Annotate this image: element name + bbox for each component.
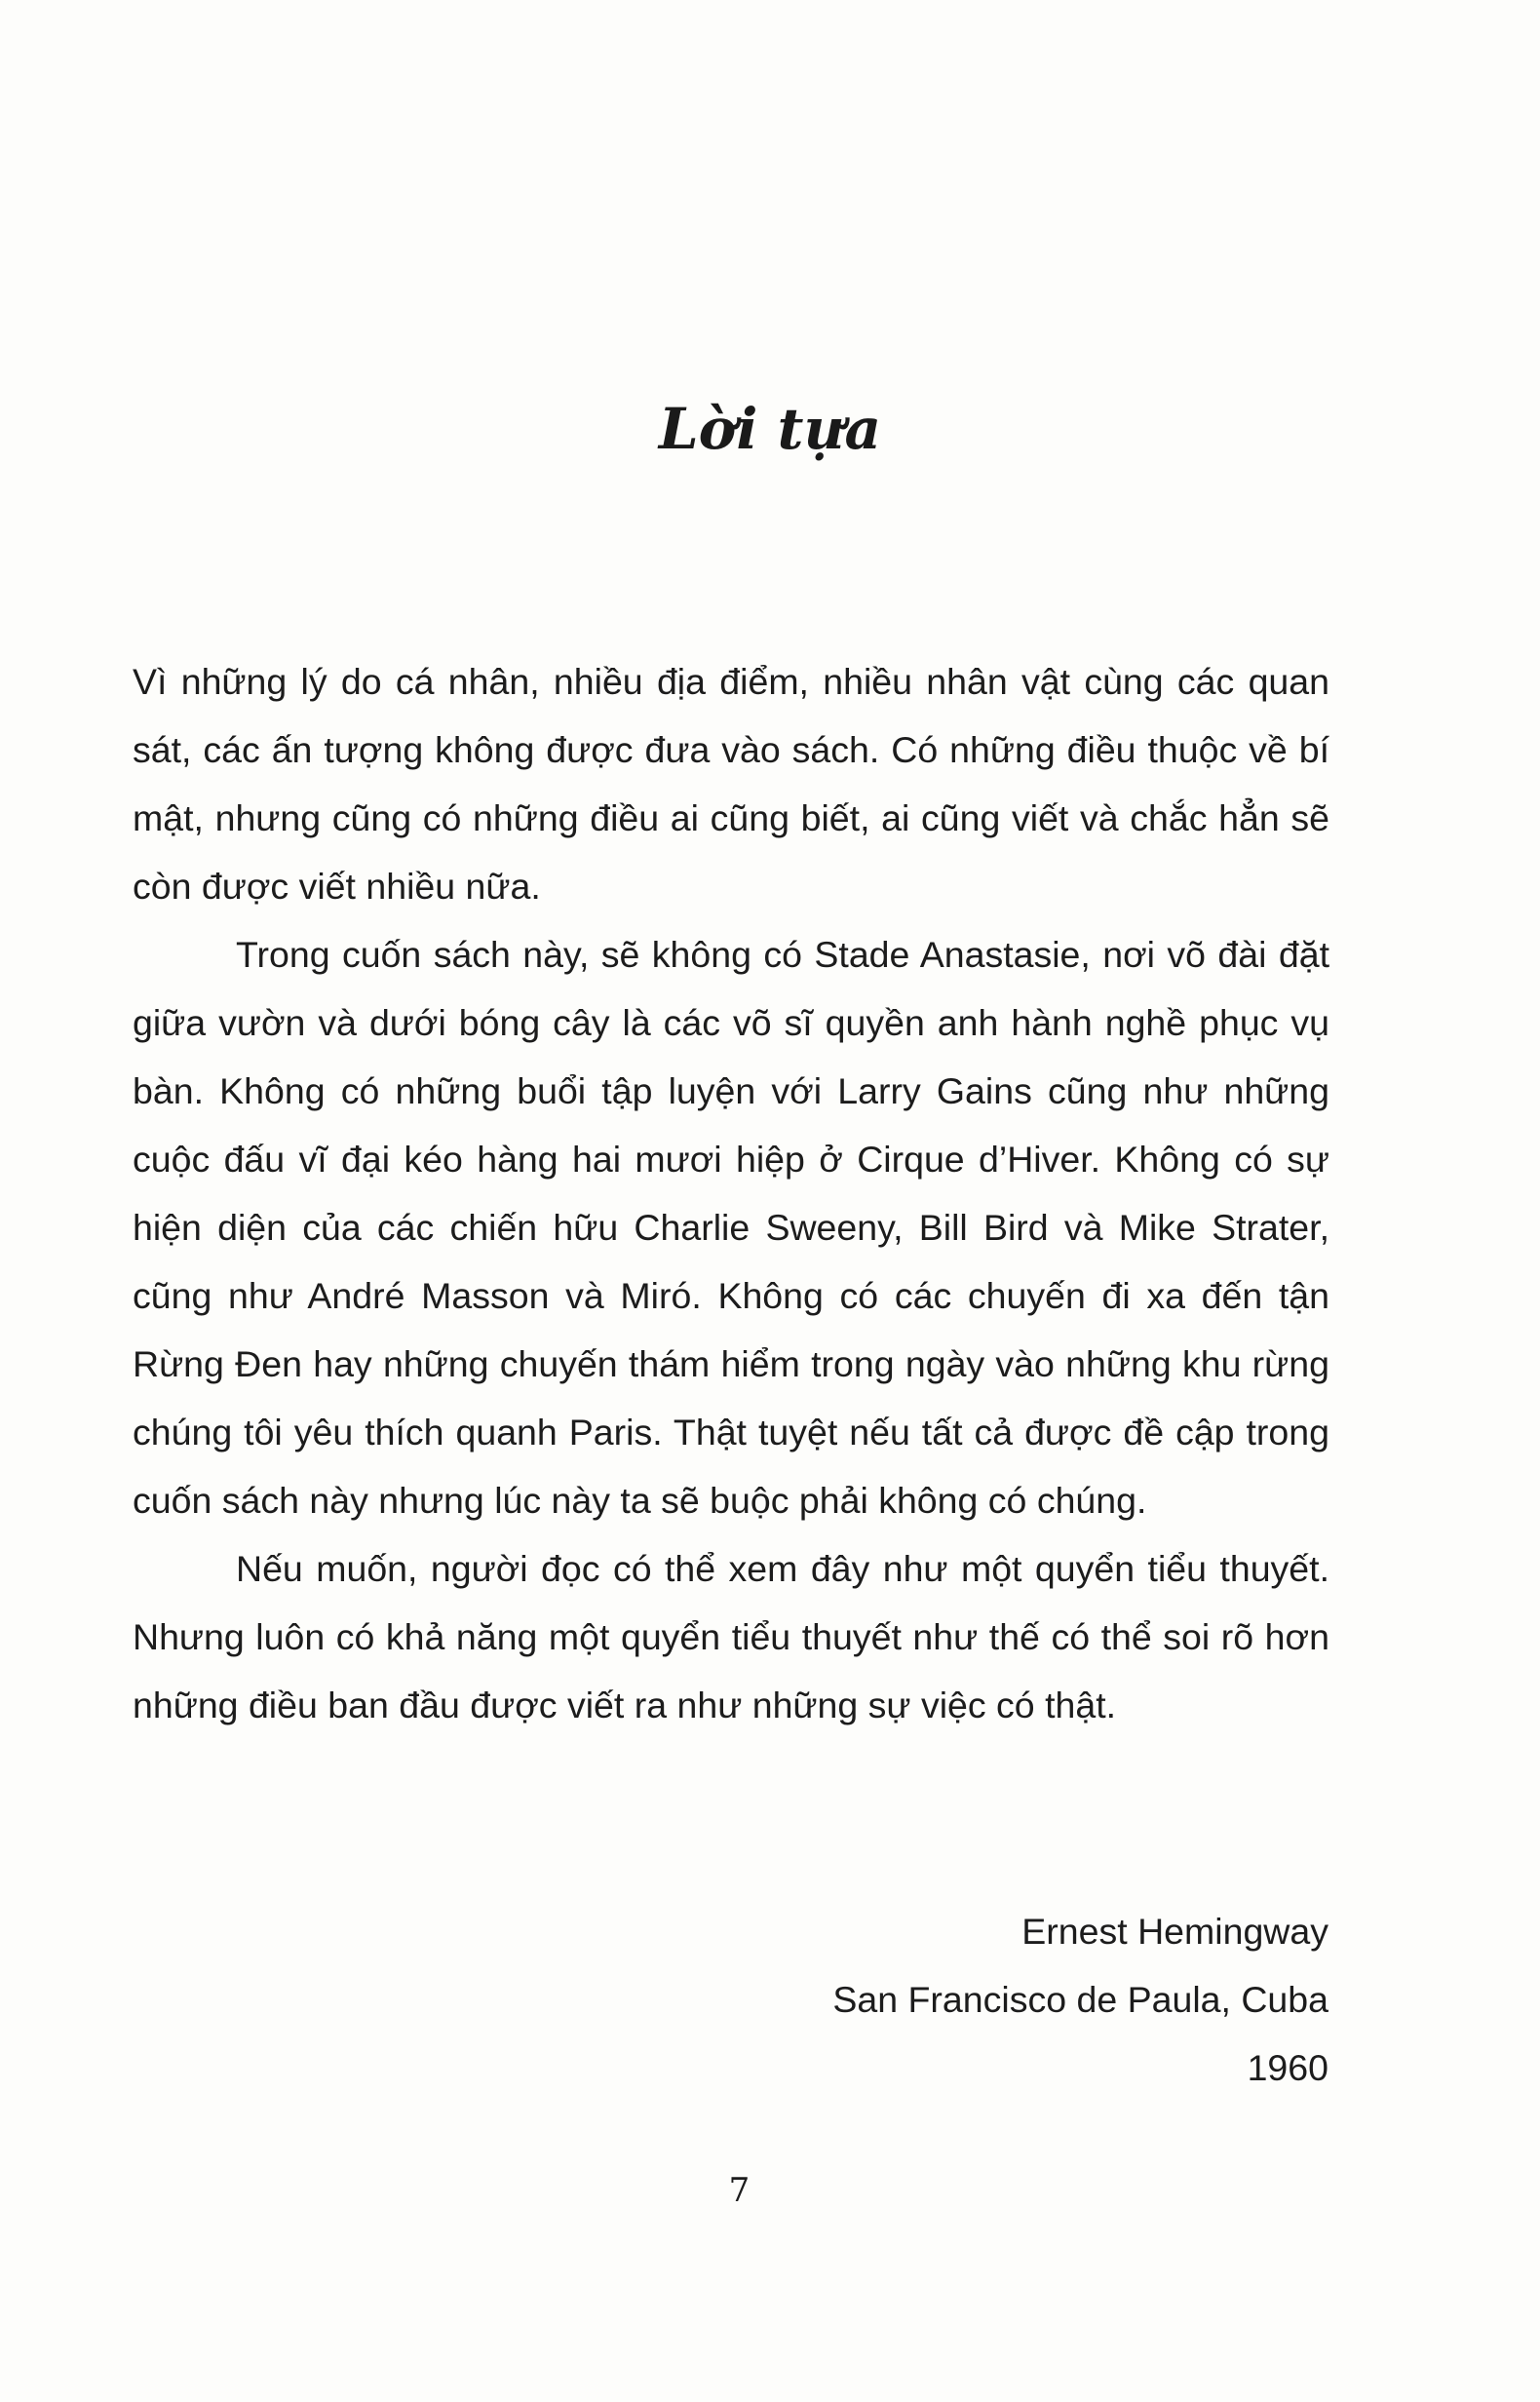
signature-place: San Francisco de Paula, Cuba (832, 1979, 1328, 2020)
paragraph-2: Trong cuốn sách này, sẽ không có Stade Anastasie, nơi võ đài đặt giữa vườn và dưới bóng cây là các võ sĩ quyền anh hành nghề phục vụ bàn. Không có những buổi tập luyện với Larry Gains cũng như những cuộc đấu vĩ đại kéo hàng hai mươi hiệp ở Cirque d’Hiver. Không có sự hiện diện của các chiến hữu Charlie Sweeny, Bill Bird và Mike Strater, cũng như André Masson và Miró. Không có các chuyến đi xa đến tận Rừng Đen hay những chuyến thám hiểm trong ngày vào những khu rừng chúng tôi yêu thích quanh Paris. Thật tuyệt nếu tất cả được đề cập trong cuốn sách này nhưng lúc này ta sẽ buộc phải không có chúng. (133, 934, 1329, 1521)
chapter-title: Lời tựa (658, 396, 882, 462)
signature-year: 1960 (1247, 2047, 1328, 2088)
signature-author: Ernest Hemingway (1021, 1911, 1328, 1952)
preface-body (133, 647, 1329, 1739)
signature-block (832, 1897, 1328, 2102)
paragraph-3: Nếu muốn, người đọc có thể xem đây như một quyển tiểu thuyết. Nhưng luôn có khả năng một quyển tiểu thuyết như thế có thể soi rõ hơn những điều ban đầu được viết ra như những sự việc có thật. (133, 1548, 1329, 1725)
page-number: 7 (728, 2171, 751, 2210)
paragraph-1: Vì những lý do cá nhân, nhiều địa điểm, nhiều nhân vật cùng các quan sát, các ấn tượng không được đưa vào sách. Có những điều thuộc về bí mật, nhưng cũng có những điều ai cũng biết, ai cũng viết và chắc hẳn sẽ còn được viết nhiều nữa. (133, 661, 1329, 907)
